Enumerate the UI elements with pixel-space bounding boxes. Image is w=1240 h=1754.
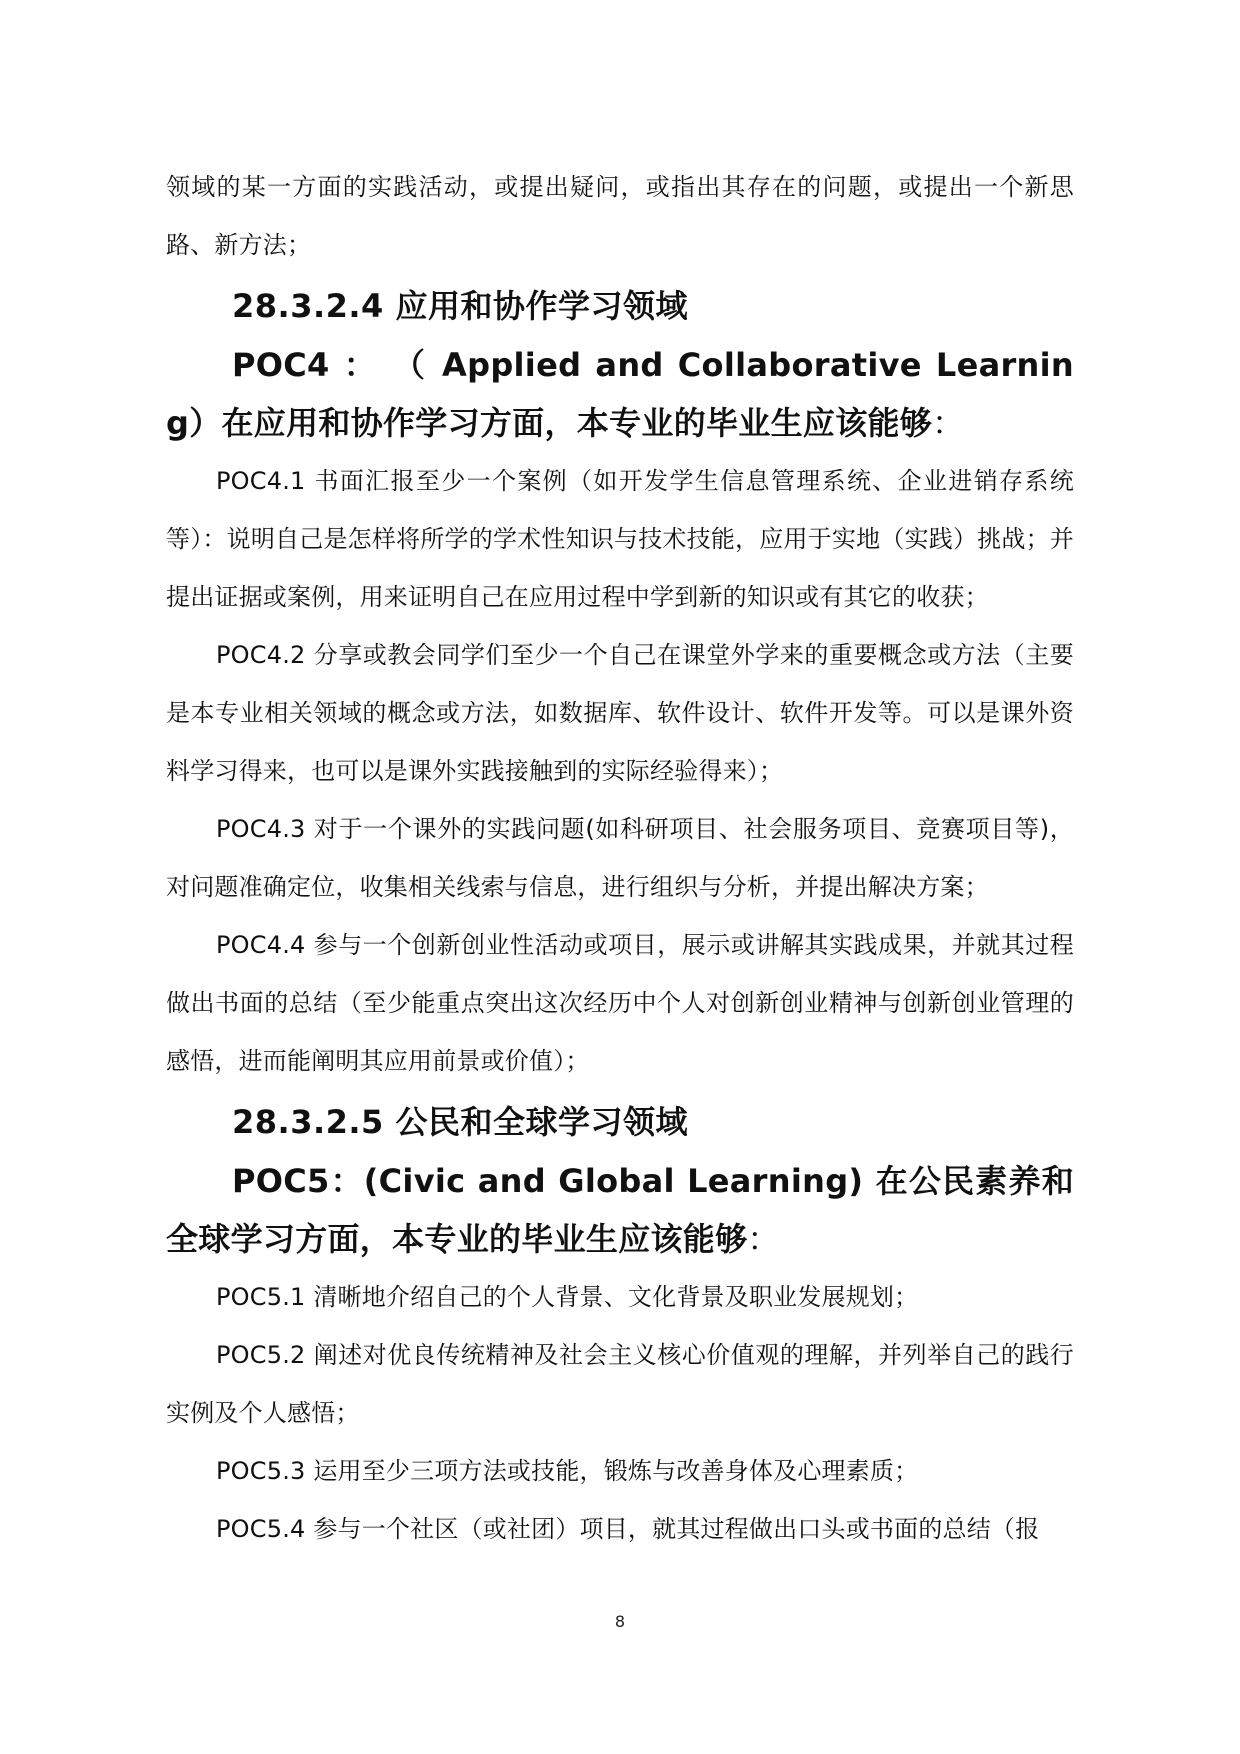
poc5-title-colon: ：: [747, 1220, 780, 1258]
poc5-1-item: POC5.1 清晰地介绍自己的个人背景、文化背景及职业发展规划；: [216, 1283, 919, 1311]
poc4-title-colon: ：: [932, 404, 965, 442]
poc4-1-item: POC4.1 书面汇报至少一个案例（如开发学生信息管理系统、企业进销存系统等）：说明自己是怎样将所学的学术性知识与技术技能，应用于实地（实践）挑战；并提出证据或案例，用来证明自己在应用过程中学到新的知识或有其它的收获；: [166, 467, 1074, 611]
poc4-3-item: POC4.3 对于一个课外的实践问题(如科研项目、社会服务项目、竞赛项目等)，对问题准确定位，收集相关线索与信息，进行组织与分析，并提出解决方案；: [166, 815, 1074, 901]
poc4-2-item: POC4.2 分享或教会同学们至少一个自己在课堂外学来的重要概念或方法（主要是本专业相关领域的概念或方法，如数据库、软件设计、软件开发等。可以是课外资料学习得来，也可以是课外实践接触到的实际经验得来）；: [166, 641, 1074, 785]
poc5-3-item: POC5.3 运用至少三项方法或技能，锻炼与改善身体及心理素质；: [216, 1457, 919, 1485]
poc4-title-text: POC4 ： （ Applied and Collaborative Learning）在应用和协作学习方面，本专业的毕业生应该能够: [166, 346, 1074, 442]
page-content: [166, 158, 1074, 1558]
intro-continuation: 领域的某一方面的实践活动，或提出疑问，或指出其存在的问题，或提出一个新思路、新方法；: [166, 173, 1074, 259]
poc4-4-item: POC4.4 参与一个创新创业性活动或项目，展示或讲解其实践成果，并就其过程做出书面的总结（至少能重点突出这次经历中个人对创新创业精神与创新创业管理的感悟，进而能阐明其应用前景或价值）；: [166, 931, 1074, 1075]
poc5-title: [166, 1152, 1074, 1268]
section-4-heading: 28.3.2.4 应用和协作学习领域: [232, 287, 688, 325]
section-5-heading: 28.3.2.5 公民和全球学习领域: [232, 1103, 688, 1141]
poc5-4-item: POC5.4 参与一个社区（或社团）项目，就其过程做出口头或书面的总结（报: [216, 1515, 1040, 1543]
page-number: 8: [614, 1612, 626, 1631]
poc5-title-text: POC5：(Civic and Global Learning) 在公民素养和全球学习方面，本专业的毕业生应该能够: [166, 1162, 1074, 1258]
poc5-2-item: POC5.2 阐述对优良传统精神及社会主义核心价值观的理解，并列举自己的践行实例及个人感悟；: [166, 1341, 1074, 1427]
poc4-title: [166, 336, 1074, 452]
